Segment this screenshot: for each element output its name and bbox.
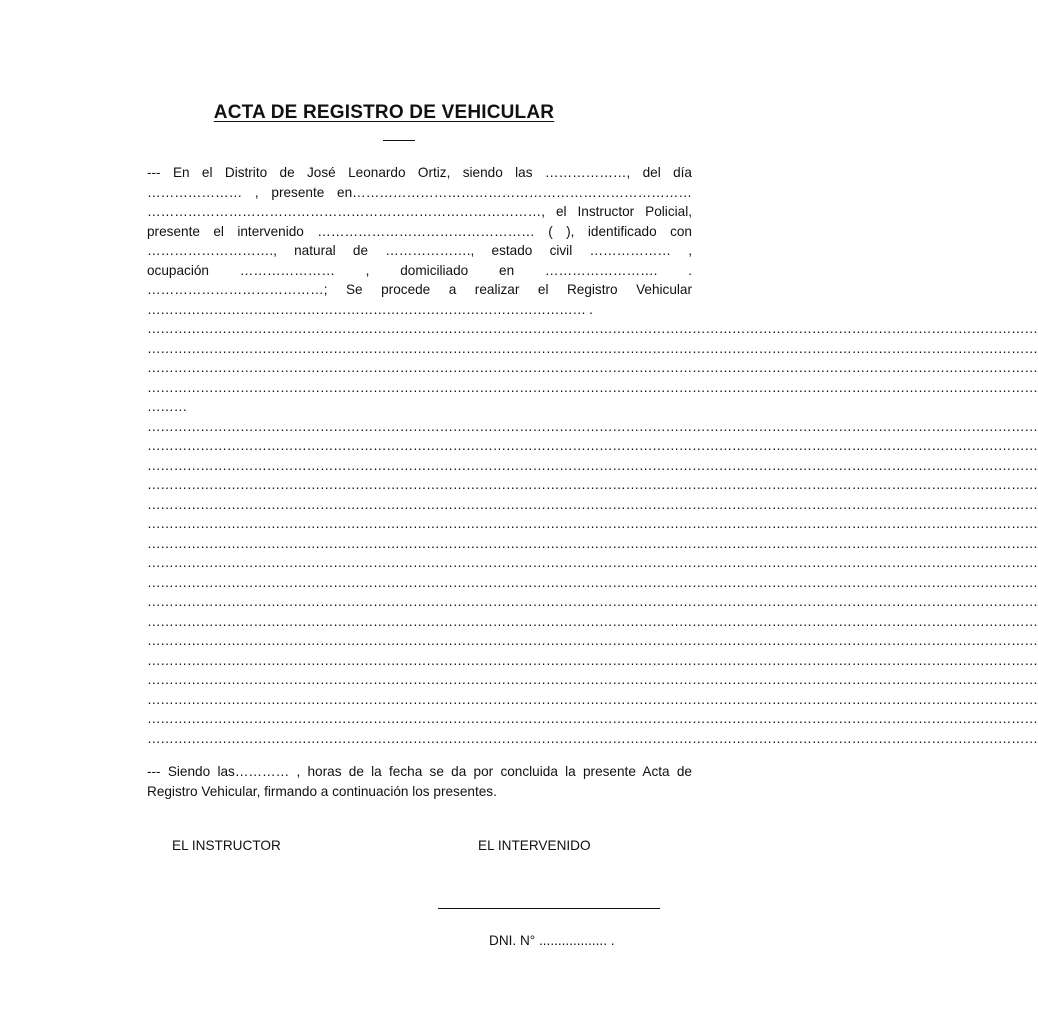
dotted-fill-line: ………………………………………………………………………………………………………………………………………………………………………………… [147,340,1038,356]
dotted-fill-line: ………………………………………………………………………………………………………………………………………………………………………………… [147,594,1038,609]
dotted-fill-line: ………………………………………………………………………………………………………………………………………………………………………………… [147,652,1038,668]
dotted-fill-line: ………………………………………………………………………………………………………………………………………………………………………………… [147,438,1038,453]
dotted-fill-line: ………………………………………………………………………………………………………………………………………………………………………………… [147,321,1038,336]
dotted-fill-line: ………………………………………………………………………………………………………………………………………………………………………………… [147,574,1038,590]
dotted-fill-line: ………………………………………………………………………………………………………………………………………………………………………………… [147,711,1038,726]
body-line-7: …………………………………; Se procede a realizar el Registro Vehicular [147,282,692,297]
dotted-fill-line: ………………………………………………………………………………………………………………………………………………………………………………… [147,379,1038,395]
body-line-4: presente el intervenido ………………………………………… ( ), identificado con [147,223,692,239]
dotted-fill-line: ………………………………………………………………………………………………………………………………………………………………………………… [147,535,1038,551]
dni-field: DNI. N° .................. . [489,933,615,948]
signature-line [438,908,660,909]
dotted-fill-line: ………………………………………………………………………………………………………………………………………………………………………………… [147,613,1038,629]
instructor-label: EL INSTRUCTOR [172,838,281,853]
dotted-fill-line: ………………………………………………………………………………………………………………………………………………………………………………… [147,457,1038,473]
body-line-2: ………………… , presente en………………………………………………………………… [147,184,692,200]
form-body [147,163,1038,748]
document-title: ACTA DE REGISTRO DE VEHICULAR [213,102,555,123]
body-line-5: ………………………., natural de ………………., estado civil ……………… , [147,243,692,258]
body-line-8: ……………………………………………………………………………………… . [147,301,593,317]
dotted-fill-line: ………………………………………………………………………………………………………………………………………………………………………………… [147,633,1038,648]
body-line-1: --- En el Distrito de José Leonardo Ortiz, siendo las ………………, del día [147,165,692,180]
body-line-3: ……………………………………………………………………………, el Instructor Policial, [147,204,692,219]
intervenido-label: EL INTERVENIDO [478,838,591,853]
body-line-6: ocupación ………………… , domiciliado en ……………………. . [147,262,692,278]
dotted-fill-line: ………………………………………………………………………………………………………………………………………………………………………………… [147,730,1038,746]
dotted-fill-line: ………………………………………………………………………………………………………………………………………………………………………………… [147,496,1038,512]
dotted-fill-line: ………………………………………………………………………………………………………………………………………………………………………………… [147,672,1038,687]
dotted-fill-short: ……… [147,399,187,414]
dotted-fill-line: ………………………………………………………………………………………………………………………………………………………………………………… [147,360,1038,375]
dotted-fill-line: ………………………………………………………………………………………………………………………………………………………………………………… [147,516,1038,531]
title-underline-mark [383,140,415,141]
dotted-fill-line: ………………………………………………………………………………………………………………………………………………………………………………… [147,555,1038,570]
closing-paragraph: --- Siendo las………… , horas de la fecha se da por concluida la presente Acta de Registro Vehicular, firmando a continuación los presentes. [147,764,692,799]
dotted-fill-line: ………………………………………………………………………………………………………………………………………………………………………………… [147,691,1038,707]
dotted-fill-line: ………………………………………………………………………………………………………………………………………………………………………………… [147,418,1038,434]
dotted-fill-line: ………………………………………………………………………………………………………………………………………………………………………………… [147,477,1038,492]
